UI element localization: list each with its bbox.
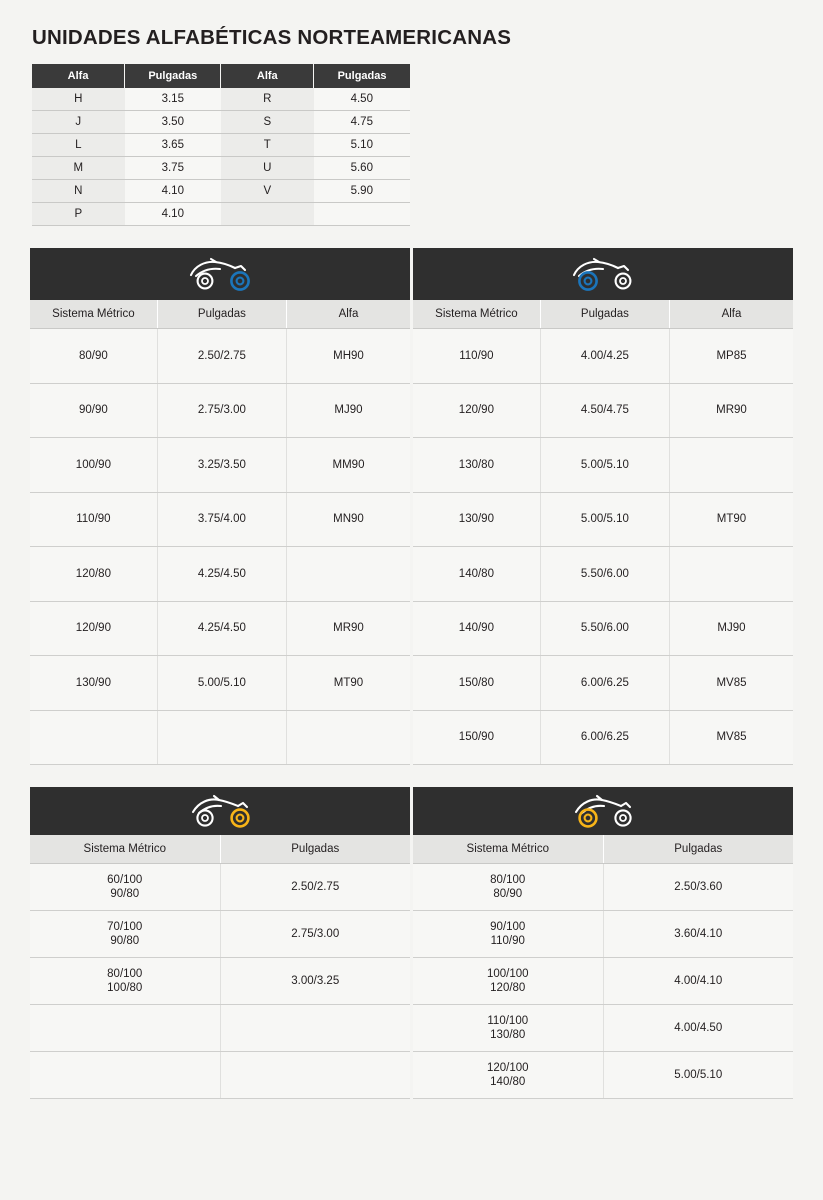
cell: 5.50/6.00: [540, 547, 669, 602]
cell: 4.10: [125, 203, 221, 226]
offroad-rear-wheel-icon: [413, 787, 793, 835]
cell: [286, 710, 410, 765]
cell: [221, 203, 314, 226]
offroad-tire-block: [30, 787, 793, 1099]
cell: 5.90: [314, 180, 410, 203]
cell: 4.50/4.75: [540, 383, 669, 438]
table-row: [413, 547, 793, 602]
cell: 100/90: [30, 438, 157, 493]
cell: 2.75/3.00: [157, 383, 286, 438]
offroad-rear-table: [413, 835, 793, 1099]
cell: 3.75/4.00: [157, 492, 286, 547]
table-row: [30, 958, 410, 1005]
cell: 5.10: [314, 134, 410, 157]
cell: 120/100 140/80: [413, 1052, 603, 1099]
cell: MV85: [669, 656, 793, 711]
cell: 120/90: [413, 383, 540, 438]
motorcycle-rear-wheel-icon: [413, 248, 793, 300]
cell: [30, 1052, 220, 1099]
cell: J: [32, 111, 125, 134]
table-row: [30, 547, 410, 602]
table-row: [32, 157, 410, 180]
column-header-sistema-metrico: Sistema Métrico: [413, 835, 603, 864]
cell: MR90: [286, 601, 410, 656]
street-front-panel: [30, 248, 413, 765]
table-row: [32, 203, 410, 226]
street-tire-block: [30, 248, 793, 765]
cell: [157, 710, 286, 765]
table-row: [413, 656, 793, 711]
cell: H: [32, 88, 125, 111]
cell: 130/80: [413, 438, 540, 493]
cell: 2.50/2.75: [220, 864, 410, 911]
cell: M: [32, 157, 125, 180]
cell: 80/100 100/80: [30, 958, 220, 1005]
table-row: [413, 1052, 793, 1099]
table-row: [413, 383, 793, 438]
cell: [220, 1052, 410, 1099]
cell: L: [32, 134, 125, 157]
cell: MV85: [669, 710, 793, 765]
table-row: [413, 958, 793, 1005]
cell: 4.25/4.50: [157, 547, 286, 602]
cell: 3.15: [125, 88, 221, 111]
cell: 90/90: [30, 383, 157, 438]
cell: 4.00/4.10: [603, 958, 793, 1005]
cell: MR90: [669, 383, 793, 438]
cell: 150/90: [413, 710, 540, 765]
cell: 5.50/6.00: [540, 601, 669, 656]
cell: [314, 203, 410, 226]
cell: 130/90: [413, 492, 540, 547]
cell: T: [221, 134, 314, 157]
column-header-sistema-metrico: Sistema Métrico: [413, 300, 540, 329]
table-row: [30, 656, 410, 711]
column-header-pulgadas-1: Pulgadas: [125, 64, 221, 88]
cell: [669, 547, 793, 602]
table-row: [30, 601, 410, 656]
cell: 120/90: [30, 601, 157, 656]
cell: S: [221, 111, 314, 134]
column-header-alfa-1: Alfa: [32, 64, 125, 88]
cell: 4.00/4.50: [603, 1005, 793, 1052]
cell: 3.00/3.25: [220, 958, 410, 1005]
offroad-front-panel: [30, 787, 413, 1099]
cell: MN90: [286, 492, 410, 547]
cell: 60/100 90/80: [30, 864, 220, 911]
table-row: [32, 88, 410, 111]
table-row: [32, 111, 410, 134]
column-header-sistema-metrico: Sistema Métrico: [30, 835, 220, 864]
cell: 5.00/5.10: [540, 438, 669, 493]
cell: 80/90: [30, 329, 157, 384]
table-row: [30, 438, 410, 493]
street-rear-table: [413, 300, 793, 765]
column-header-alfa-2: Alfa: [221, 64, 314, 88]
cell: 2.50/2.75: [157, 329, 286, 384]
cell: 5.60: [314, 157, 410, 180]
motorcycle-front-wheel-icon: [30, 248, 410, 300]
cell: 3.50: [125, 111, 221, 134]
table-row: [30, 710, 410, 765]
column-header-pulgadas: Pulgadas: [220, 835, 410, 864]
table-header-row: [30, 835, 410, 864]
cell: 2.75/3.00: [220, 911, 410, 958]
cell: 5.00/5.10: [540, 492, 669, 547]
alpha-units-table: [32, 64, 410, 226]
cell: MJ90: [669, 601, 793, 656]
street-front-table: [30, 300, 410, 765]
cell: 6.00/6.25: [540, 656, 669, 711]
offroad-front-table: [30, 835, 410, 1099]
cell: P: [32, 203, 125, 226]
cell: 3.25/3.50: [157, 438, 286, 493]
cell: [286, 547, 410, 602]
table-row: [32, 180, 410, 203]
table-row: [413, 329, 793, 384]
cell: 4.10: [125, 180, 221, 203]
table-header-row: [413, 300, 793, 329]
table-row: [413, 492, 793, 547]
table-row: [30, 383, 410, 438]
cell: N: [32, 180, 125, 203]
table-header-row: [30, 300, 410, 329]
cell: 110/90: [30, 492, 157, 547]
cell: 140/80: [413, 547, 540, 602]
cell: 140/90: [413, 601, 540, 656]
street-rear-panel: [413, 248, 793, 765]
page-title: UNIDADES ALFABÉTICAS NORTEAMERICANAS: [32, 26, 512, 49]
cell: 120/80: [30, 547, 157, 602]
cell: 80/100 80/90: [413, 864, 603, 911]
table-row: [30, 864, 410, 911]
cell: 130/90: [30, 656, 157, 711]
cell: 3.60/4.10: [603, 911, 793, 958]
cell: 4.25/4.50: [157, 601, 286, 656]
cell: 4.50: [314, 88, 410, 111]
table-row: [413, 438, 793, 493]
table-row: [30, 492, 410, 547]
table-row: [413, 1005, 793, 1052]
cell: 5.00/5.10: [603, 1052, 793, 1099]
cell: 4.75: [314, 111, 410, 134]
cell: V: [221, 180, 314, 203]
table-header-row: [413, 835, 793, 864]
cell: 70/100 90/80: [30, 911, 220, 958]
table-row: [413, 601, 793, 656]
cell: [30, 1005, 220, 1052]
cell: 110/100 130/80: [413, 1005, 603, 1052]
cell: 3.65: [125, 134, 221, 157]
cell: 90/100 110/90: [413, 911, 603, 958]
cell: MT90: [669, 492, 793, 547]
table-row: [30, 911, 410, 958]
cell: 100/100 120/80: [413, 958, 603, 1005]
cell: [669, 438, 793, 493]
cell: 3.75: [125, 157, 221, 180]
column-header-pulgadas: Pulgadas: [157, 300, 286, 329]
cell: 4.00/4.25: [540, 329, 669, 384]
cell: 110/90: [413, 329, 540, 384]
table-row: [30, 1005, 410, 1052]
cell: R: [221, 88, 314, 111]
table-header-row: [32, 64, 410, 88]
column-header-alfa: Alfa: [669, 300, 793, 329]
cell: 2.50/3.60: [603, 864, 793, 911]
column-header-sistema-metrico: Sistema Métrico: [30, 300, 157, 329]
cell: U: [221, 157, 314, 180]
cell: [30, 710, 157, 765]
cell: MJ90: [286, 383, 410, 438]
cell: 6.00/6.25: [540, 710, 669, 765]
cell: [220, 1005, 410, 1052]
column-header-pulgadas: Pulgadas: [540, 300, 669, 329]
table-row: [413, 710, 793, 765]
cell: MH90: [286, 329, 410, 384]
table-row: [32, 134, 410, 157]
offroad-front-wheel-icon: [30, 787, 410, 835]
offroad-rear-panel: [413, 787, 793, 1099]
cell: 5.00/5.10: [157, 656, 286, 711]
cell: 150/80: [413, 656, 540, 711]
table-row: [413, 864, 793, 911]
cell: MP85: [669, 329, 793, 384]
table-row: [30, 1052, 410, 1099]
column-header-alfa: Alfa: [286, 300, 410, 329]
cell: MT90: [286, 656, 410, 711]
cell: MM90: [286, 438, 410, 493]
table-row: [413, 911, 793, 958]
column-header-pulgadas: Pulgadas: [603, 835, 793, 864]
column-header-pulgadas-2: Pulgadas: [314, 64, 410, 88]
table-row: [30, 329, 410, 384]
